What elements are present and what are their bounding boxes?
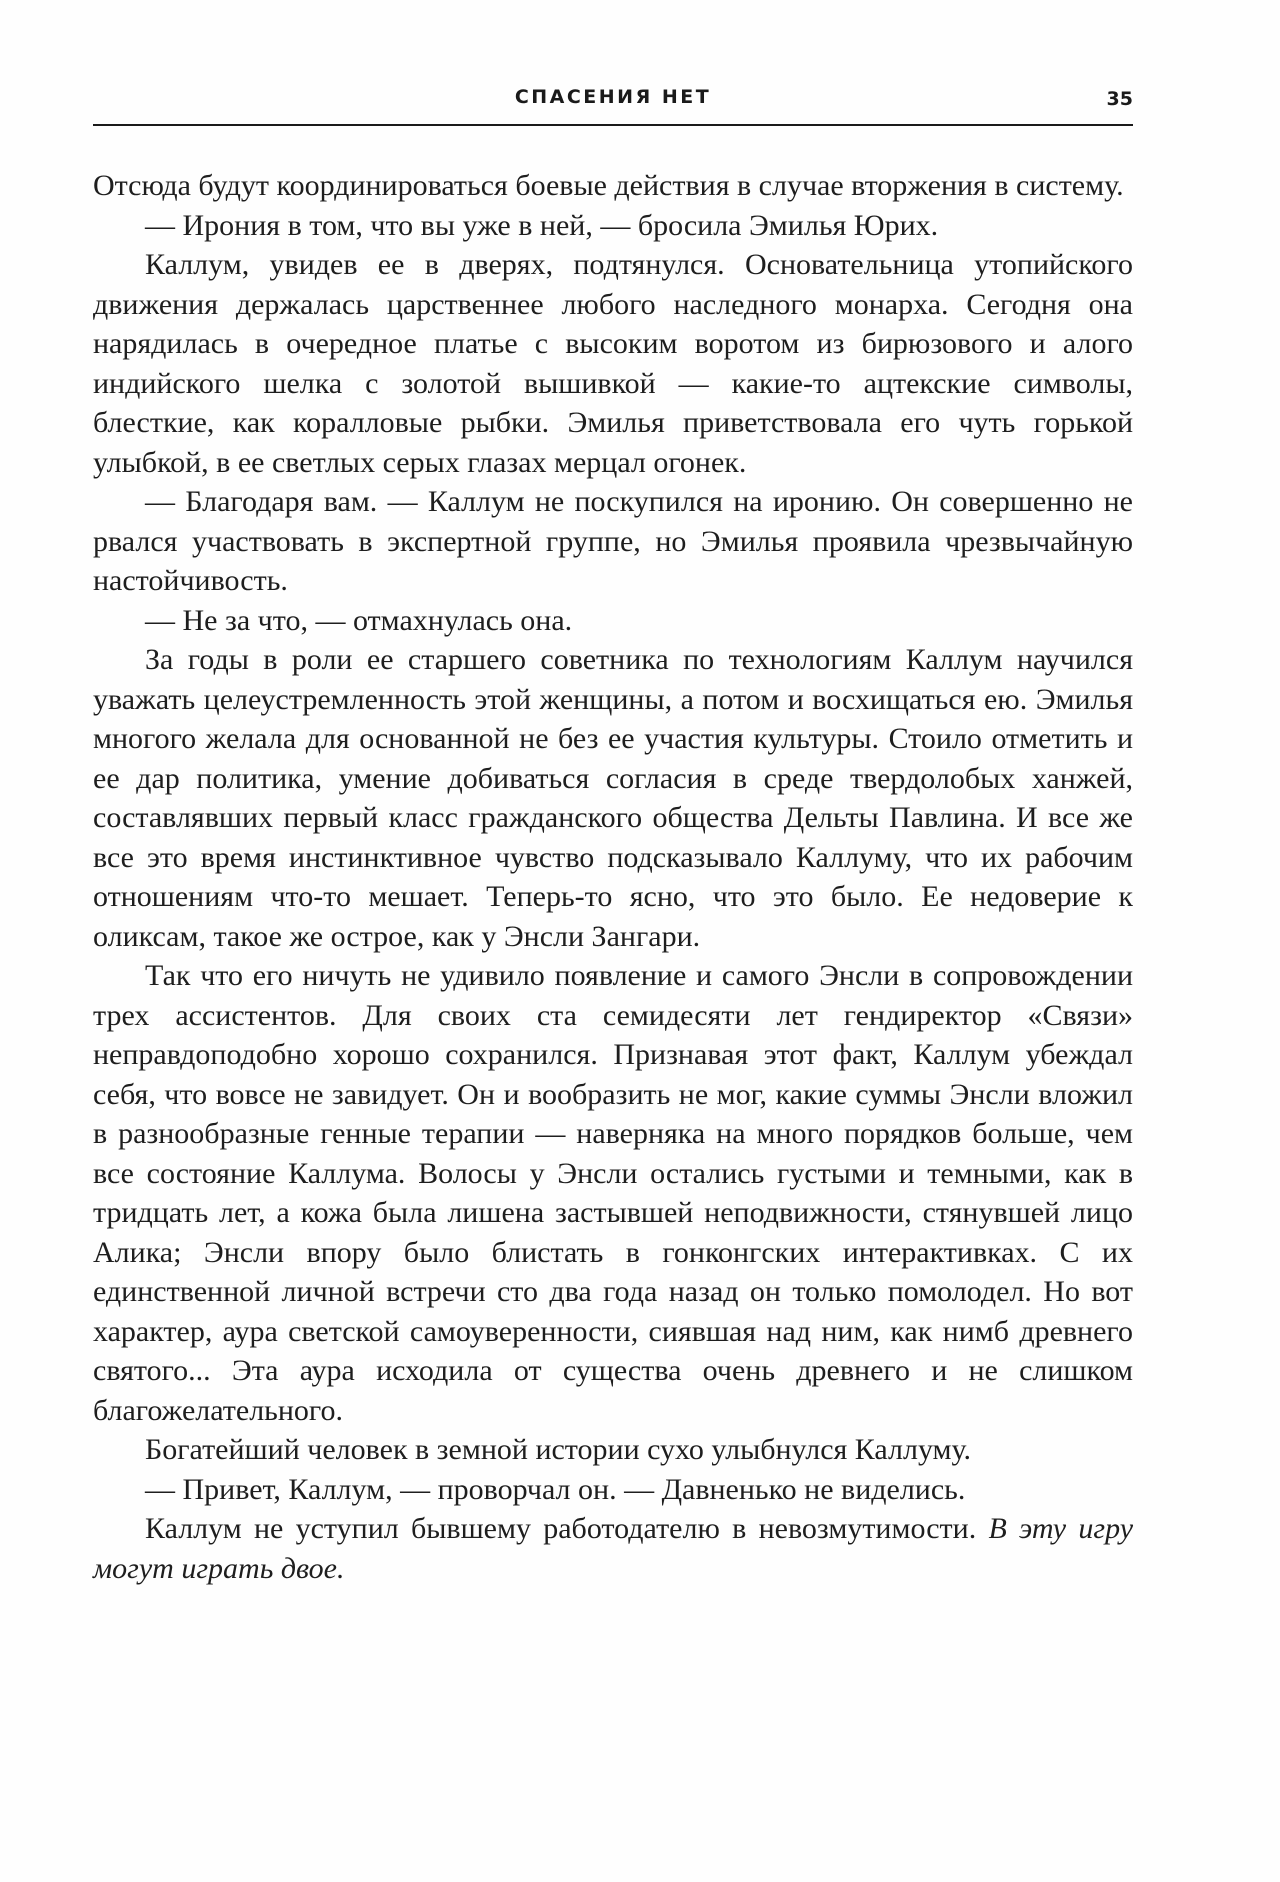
paragraph-10-regular: Каллум не уступил бывшему работодателю в невозмутимости. — [145, 1512, 977, 1545]
paragraph-5: — Не за что, — отмахнулась она. — [145, 603, 573, 637]
paragraph-9: — Привет, Каллум, — проворчал он. — Давненько не виделись. — [145, 1472, 966, 1506]
paragraph-8: Богатейший человек в земной истории сухо улыбнулся Каллуму. — [145, 1433, 972, 1466]
paragraph-10-italic: В эту игру могут играть двое. — [93, 1512, 1134, 1585]
paragraph-6: За годы в роли ее старшего советника по технологиям Каллум научился уважать целеустремленность этой женщины, а потом и восхищаться ею. Эмилья многого желала для основанной не без ее участия культуры. Стоило отметить и ее дар политика, умение добиваться согласия в среде твердолобых ханжей, составлявших первый класс гражданского общества Дельты Павлина. И все же все это время инстинктивное чувство подсказывало Каллуму, что их рабочим отношениям что-то мешает. Теперь-то ясно, что это было. Ее недоверие к оликсам, такое же острое, как у Энсли Зангари. — [93, 643, 1133, 953]
paragraph-1: Отсюда будут координироваться боевые действия в случае вторжения в систему. — [93, 169, 1124, 202]
running-header — [93, 80, 1133, 126]
running-title: СПАСЕНИЯ НЕТ — [514, 86, 712, 108]
page-number: 35 — [1106, 88, 1133, 110]
paragraph-2: — Ирония в том, что вы уже в ней, — бросила Эмилья Юрих. — [145, 208, 939, 242]
main-text — [93, 166, 1133, 1588]
paragraph-7: Так что его ничуть не удивило появление и самого Энсли в сопровождении трех ассистентов. Для своих ста семидесяти лет гендиректор «Связи» неправдоподобно хорошо сохранился. Признавая этот факт, Каллум убеждал себя, что вовсе не завидует. Он и вообразить не мог, какие суммы Энсли вложил в разнообразные генные терапии — наверняка на много порядков больше, чем все состояние Каллума. Волосы у Энсли остались густыми и темными, как в тридцать лет, а кожа была лишена застывшей неподвижности, стянувшей лицо Алика; Энсли впору было блистать в гонконгских интерактивках. С их единственной личной встречи сто два года назад он только помолодел. Но вот характер, аура светской самоуверенности, сиявшая над ним, как нимб древнего святого... Эта аура исходила от существа очень древнего и не слишком благожелательного. — [93, 959, 1133, 1427]
paragraph-4: — Благодаря вам. — Каллум не поскупился на иронию. Он совершенно не рвался участвовать в экспертной группе, но Эмилья проявила чрезвычайную настойчивость. — [93, 485, 1133, 597]
paragraph-10 — [93, 1509, 1133, 1588]
paragraph-3: Каллум, увидев ее в дверях, подтянулся. Основательница утопийского движения держалась царственнее любого наследного монарха. Сегодня она нарядилась в очередное платье с высоким воротом из бирюзового и алого индийского шелка с золотой вышивкой — какие-то ацтекские символы, блесткие, как коралловые рыбки. Эмилья приветствовала его чуть горькой улыбкой, в ее светлых серых глазах мерцал огонек. — [93, 248, 1133, 479]
